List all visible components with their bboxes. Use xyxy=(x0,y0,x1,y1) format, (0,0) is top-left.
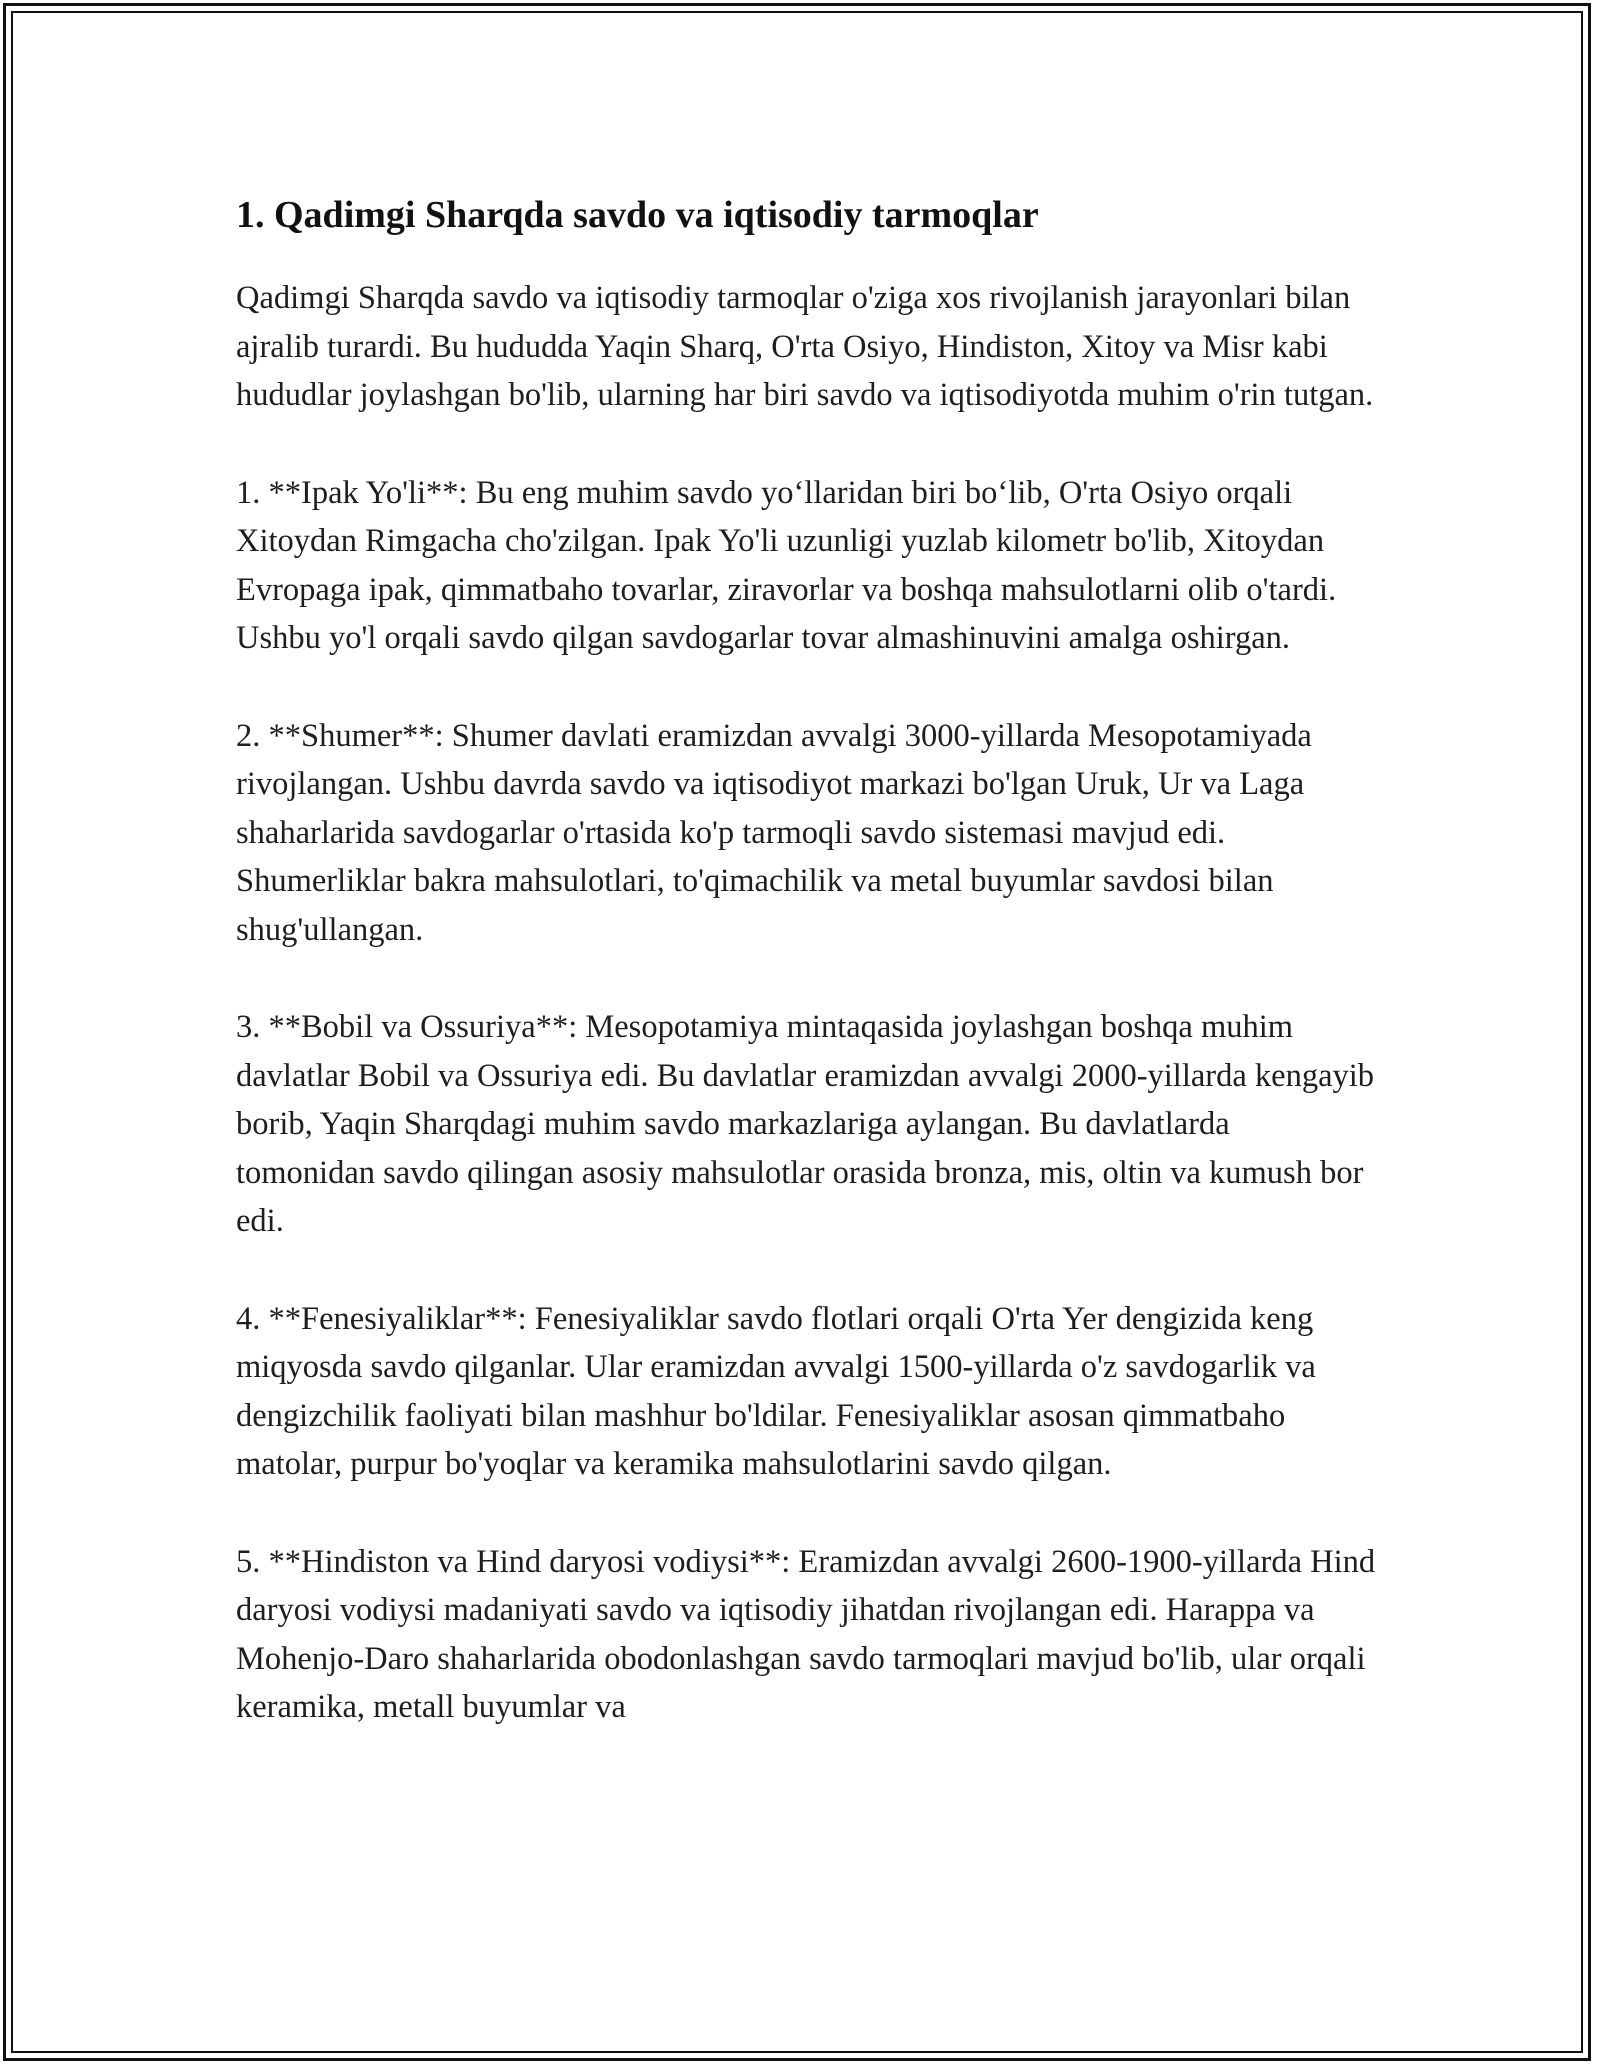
paragraph-hindiston: 5. **Hindiston va Hind daryosi vodiysi**: Eramizdan avvalgi 2600-1900-yillarda Hind daryosi vodiysi madaniyati savdo va iqtisodiy jihatdan rivojlangan edi. Harappa va Mohenjo-Daro shaharlarida obodonlashgan savdo tarmoqlari mavjud bo'lib, ular orqali keramika, metall buyumlar va xyxy=(236,1543,1376,1725)
paragraph-intro: Qadimgi Sharqda savdo va iqtisodiy tarmoqlar o'ziga xos rivojlanish jarayonlari bilan ajralib turardi. Bu hududda Yaqin Sharq, O'rta Osiyo, Hindiston, Xitoy va Misr kabi hududlar joylashgan bo'lib, ularning har biri savdo va iqtisodiyotda muhim o'rin tutgan. xyxy=(236,280,1374,413)
document-body xyxy=(236,186,1376,1781)
paragraph-shumer: 2. **Shumer**: Shumer davlati eramizdan avvalgi 3000-yillarda Mesopotamiyada rivojlangan. Ushbu davrda savdo va iqtisodiyot markazi bo'lgan Uruk, Ur va Laga shaharlarida savdogarlar o'rtasida ko'p tarmoqli savdo sistemasi mavjud edi. Shumerliklar bakra mahsulotlari, to'qimachilik va metal buyumlar savdosi bilan shug'ullangan. xyxy=(236,717,1312,948)
paragraph-ipak-yoli: 1. **Ipak Yo'li**: Bu eng muhim savdo yo‘llaridan biri bo‘lib, O'rta Osiyo orqali Xitoydan Rimgacha cho'zilgan. Ipak Yo'li uzunligi yuzlab kilometr bo'lib, Xitoydan Evropaga ipak, qimmatbaho tovarlar, ziravorlar va boshqa mahsulotlarni olib o'tardi. Ushbu yo'l orqali savdo qilgan savdogarlar tovar almashinuvini amalga oshirgan. xyxy=(236,474,1337,656)
paragraph-fenesiyaliklar: 4. **Fenesiyaliklar**: Fenesiyaliklar savdo flotlari orqali O'rta Yer dengizida keng miqyosda savdo qilganlar. Ular eramizdan avvalgi 1500-yillarda o'z savdogarlik va dengizchilik faoliyati bilan mashhur bo'ldilar. Fenesiyaliklar asosan qimmatbaho matolar, purpur bo'yoqlar va keramika mahsulotlarini savdo qilgan. xyxy=(236,1300,1316,1482)
paragraph-bobil-ossuriya: 3. **Bobil va Ossuriya**: Mesopotamiya mintaqasida joylashgan boshqa muhim davlatlar Bobil va Ossuriya edi. Bu davlatlar eramizdan avvalgi 2000-yillarda kengayib borib, Yaqin Sharqdagi muhim savdo markazlariga aylangan. Bu davlatlarda tomonidan savdo qilingan asosiy mahsulotlar orasida bronza, mis, oltin va kumush bor edi. xyxy=(236,1009,1375,1239)
section-title: 1. Qadimgi Sharqda savdo va iqtisodiy tarmoqlar xyxy=(236,194,1039,236)
